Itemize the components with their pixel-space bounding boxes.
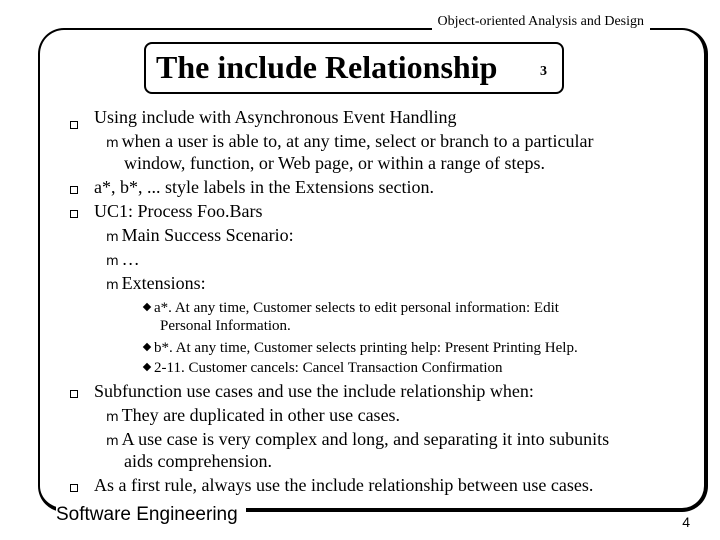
sub-bullet-text: aids comprehension. xyxy=(124,451,272,471)
square-bullet-icon xyxy=(70,186,78,194)
circle-bullet-icon: ⅿ xyxy=(106,136,119,151)
sub-bullet xyxy=(106,248,140,273)
diamond-bullet-icon xyxy=(143,343,151,351)
sub-bullet-text: Main Success Scenario: xyxy=(121,225,294,245)
diamond-bullet-icon xyxy=(143,303,151,311)
sub-sub-bullet xyxy=(144,298,559,318)
circle-bullet-icon: ⅿ xyxy=(106,230,119,245)
page-number: 4 xyxy=(682,514,690,530)
sub-sub-bullet xyxy=(144,338,578,358)
bullet-text: Using include with Asynchronous Event Handling xyxy=(94,107,457,127)
bullet-text: UC1: Process Foo.Bars xyxy=(94,201,263,221)
sub-bullet-text: window, function, or Web page, or within a range of steps. xyxy=(124,153,545,173)
bullet-text: Subfunction use cases and use the include relationship when: xyxy=(94,381,534,401)
sub-bullet-text: when a user is able to, at any time, select or branch to a particular xyxy=(121,131,594,151)
square-bullet-icon xyxy=(70,121,78,129)
sub-bullet xyxy=(106,272,206,297)
bullet-text: a*, b*, ... style labels in the Extensions section. xyxy=(94,177,434,197)
sub-bullet xyxy=(106,224,294,249)
circle-bullet-icon: ⅿ xyxy=(106,278,119,293)
sub-bullet-text: A use case is very complex and long, and separating it into subunits xyxy=(121,429,610,449)
square-bullet-icon xyxy=(70,390,78,398)
sub-bullet xyxy=(106,404,400,429)
title-number: 3 xyxy=(540,64,547,79)
sub-sub-bullet-text: a*. At any time, Customer selects to edit personal information: Edit xyxy=(154,300,559,316)
square-bullet-icon xyxy=(70,484,78,492)
circle-bullet-icon: ⅿ xyxy=(106,410,119,425)
sub-bullet-text: They are duplicated in other use cases. xyxy=(121,405,401,425)
bullet-text: As a first rule, always use the include relationship between use cases. xyxy=(94,475,594,495)
circle-bullet-icon: ⅿ xyxy=(106,254,119,269)
square-bullet-icon xyxy=(70,210,78,218)
sub-bullet-text: … xyxy=(121,249,140,269)
slide-title: The include Relationship xyxy=(156,49,498,85)
sub-sub-bullet xyxy=(144,358,503,378)
sub-sub-bullet-text: b*. At any time, Customer selects printing help: Present Printing Help. xyxy=(154,340,578,356)
footer-text: Software Engineering xyxy=(56,504,246,526)
sub-sub-bullet-text: 2-11. Customer cancels: Cancel Transaction Confirmation xyxy=(154,360,503,376)
sub-sub-bullet-text: Personal Information. xyxy=(160,318,291,334)
circle-bullet-icon: ⅿ xyxy=(106,434,119,449)
course-header: Object-oriented Analysis and Design xyxy=(432,14,650,30)
sub-bullet-text: Extensions: xyxy=(121,273,206,293)
diamond-bullet-icon xyxy=(143,363,151,371)
